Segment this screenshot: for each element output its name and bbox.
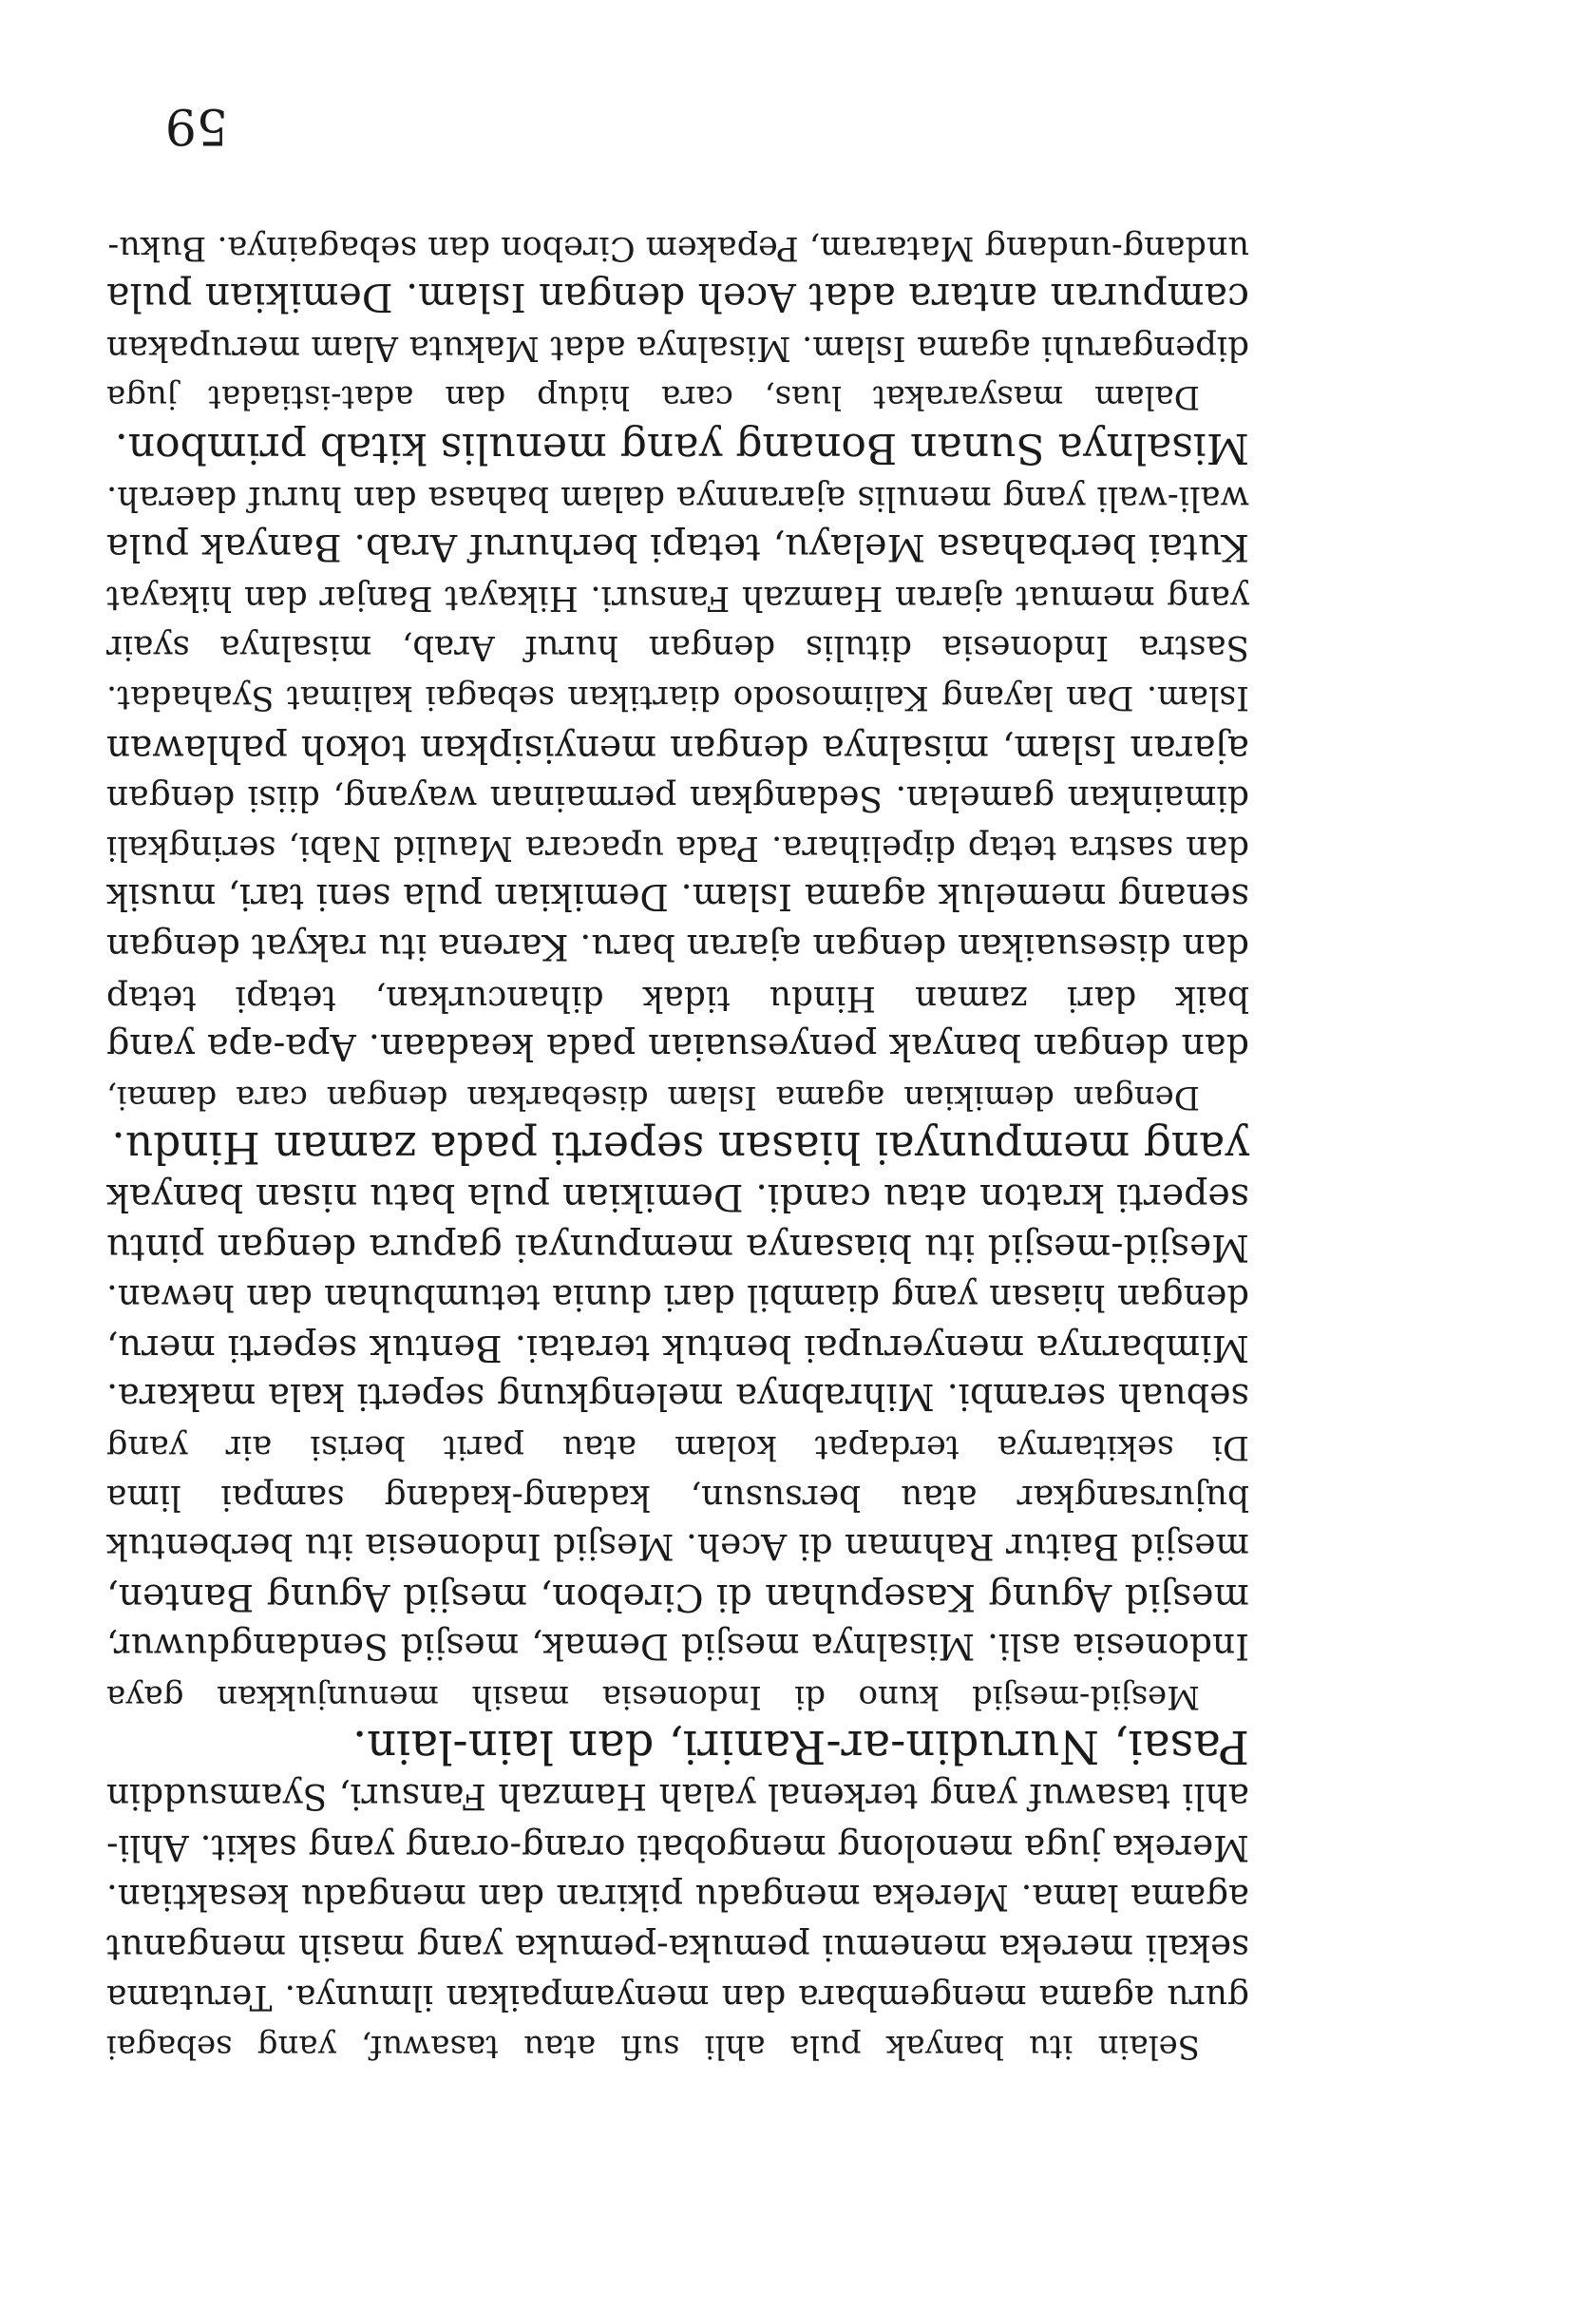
text-line: Dalam masyarakat luas, cara hidup dan adat-istiadat juga [106, 378, 1200, 417]
text-line: Sastra Indonesia ditulis dengan huruf Arab, misalnya syair [106, 628, 1249, 668]
text-line: wali-wali yang menulis ajarannya dalam bahasa dan huruf daerah. [106, 478, 1249, 518]
text-line: agama lama. Mereka mengadu pikiran dan mengadu kesaktian. [106, 1877, 1249, 1919]
text-line: undang-undang Mataram, Pepakem Cirebon dan sebagainya. Buku- [107, 228, 1249, 267]
text-line: dan dengan banyak penyesuaian pada keadaan. Apa-apa yang [106, 1026, 1249, 1069]
text-line: dengan hiasan yang diambil dari dunia tetumbuhan dan hewan. [106, 1277, 1249, 1319]
text-line: mesjid Baitur Rahman di Aceh. Mesjid Indonesia itu berbentuk [106, 1526, 1249, 1569]
text-line: guru agama mengembara dan menyampaikan ilmunya. Terutama [106, 1977, 1249, 2017]
text-line: Indonesia asli. Misalnya mesjid Demak, mesjid Sendangduwur, [106, 1626, 1249, 1669]
text-line: dimainkan gamelan. Sedangkan permainan wayang, diisi dengan [106, 778, 1249, 818]
text-line: campuran antara adat Aceh dengan Islam. Demikian pula [106, 275, 1249, 321]
text-line: sekali mereka menemui pemuka-pemuka yang masih menganut [106, 1926, 1249, 1968]
text-line: yang memuat ajaran Hamzah Fansuri. Hikayat Banjar dan hikayat [106, 578, 1249, 618]
text-line: dan sastra tetap dipelihara. Pada upacara Maulid Nabi, seringkali [106, 828, 1249, 868]
text-line: mesjid Agung Kasepuhan di Cirebon, mesjid Agung Banten, [106, 1575, 1249, 1619]
text-line: Pasai, Nurudin-ar-Raniri, dan lain-lain. [352, 1720, 1249, 1774]
text-line: senang memeluk agama Islam. Demikian pula seni tari, musik [106, 876, 1249, 919]
text-line: Mereka juga menolong mengobati orang-orang yang sakit. Ahli- [106, 1826, 1249, 1868]
text-line: Kutai berbahasa Melayu, tetapi berhuruf Arab. Banyak pula [106, 525, 1249, 570]
text-line: Mesjid-mesjid kuno di Indonesia masih menunjukkan gaya [106, 1677, 1200, 1716]
text-line: Mimbarnya menyerupai bentuk teratai. Bentuk seperti meru, [106, 1326, 1249, 1369]
text-line: ahli tasawuf yang terkenal yalah Hamzah Fansuri, Syamsuddin [106, 1776, 1249, 1819]
text-line: Mesjid-mesjid itu biasanya mempunyai gapura dengan pintu [106, 1226, 1249, 1270]
page-number: 59 [164, 97, 228, 154]
text-line: dipengaruhi agama Islam. Misalnya adat Makuta Alam merupakan [106, 328, 1249, 368]
text-line: ajaran Islam, misalnya dengan menyisipkan tokoh pahlawan [106, 726, 1249, 770]
text-line: yang mempunyai hiasan seperti pada zaman Hindu. [111, 1122, 1249, 1174]
text-line: Dengan demikian agama Islam disebarkan dengan cara damai, [106, 1078, 1200, 1117]
text-line: Islam. Dan layang Kalimosodo diartikan sebagai kalimat Syahadat. [106, 678, 1249, 716]
text-line: seperti kraton atau candi. Demikian pula batu nisan banyak [106, 1175, 1249, 1219]
text-line: sebuah serambi. Mihrabnya melengkung seperti kala makara. [106, 1376, 1249, 1419]
text-line: dan disesuaikan dengan ajaran baru. Karena itu rakyat dengan [106, 926, 1249, 968]
text-line: baik dari zaman Hindu tidak dihancurkan, tetapi tetap [106, 978, 1249, 1018]
text-line: bujursangkar atau bersusun, kadang-kadang sampai lima [106, 1478, 1249, 1518]
text-line: Di sekitarnya terdapat kolam atau parit berisi air yang [106, 1427, 1249, 1466]
body-text [106, 222, 1249, 2072]
text-line: Selain itu banyak pula ahli sufi atau tasawuf, yang sebagai [106, 2028, 1200, 2066]
text-line: Misalnya Sunan Bonang yang menulis kitab primbon. [114, 424, 1249, 472]
